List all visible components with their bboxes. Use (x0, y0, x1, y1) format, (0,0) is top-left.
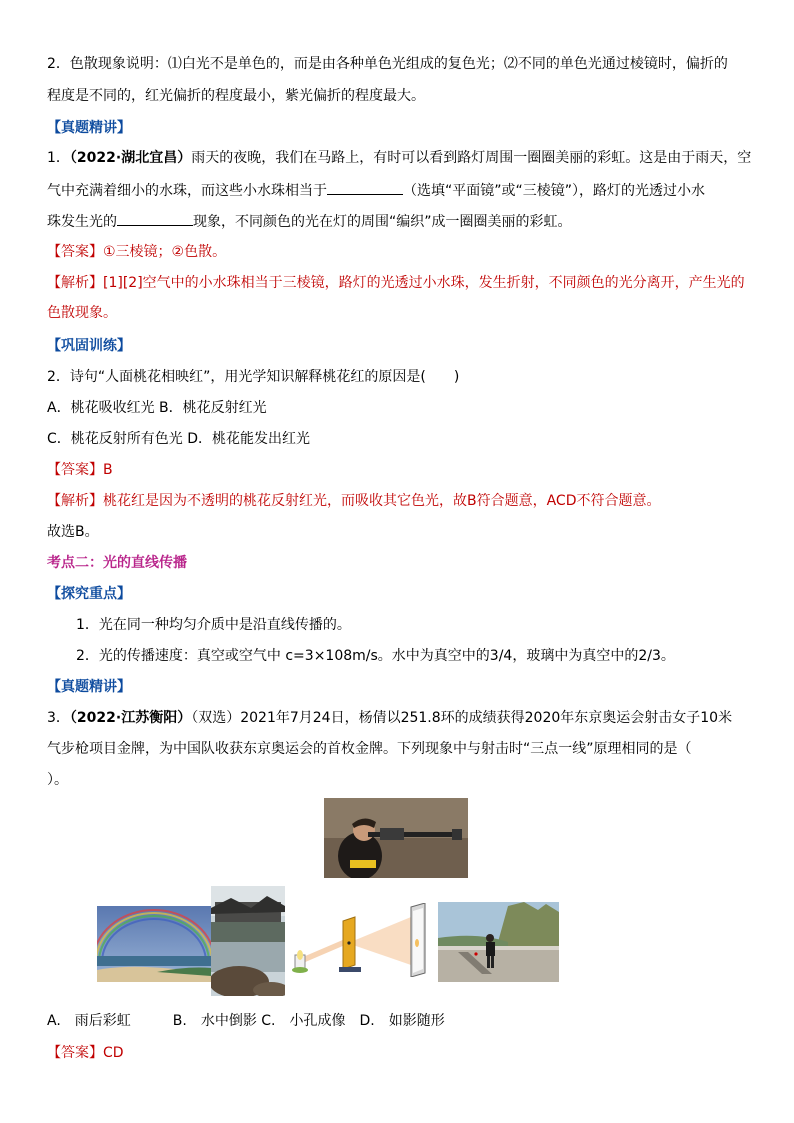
shadow-photo (438, 902, 559, 982)
answer-tag: 【答案】 (47, 1045, 103, 1061)
explanation-line-2: 色散现象。 (47, 305, 117, 321)
answer-line (47, 1043, 124, 1063)
answer-blank-2[interactable] (117, 211, 193, 226)
question-number: 3． (47, 710, 70, 726)
key-point-1: 1．光在同一种均匀介质中是沿直线传播的。 (76, 617, 351, 633)
question-3-line-3: ）。 (47, 772, 68, 788)
rainbow-photo (97, 906, 211, 982)
answer-text: ①三棱镜；②色散。 (103, 244, 227, 260)
section-header-practice: 【巩固训练】 (47, 338, 131, 354)
key-point-2: 2．光的传播速度：真空或空气中 c=3×108m/s。水中为真空中的3/4，玻璃中为真空中的2/3。 (76, 648, 675, 664)
question-2-choose: 故选B。 (47, 524, 99, 540)
answer-tag: 【答案】 (47, 462, 103, 478)
paragraph-dispersion-2: 程度是不同的，红光偏折的程度最小，紫光偏折的程度最大。 (47, 88, 425, 104)
section-header-key-points: 【探究重点】 (47, 586, 131, 602)
question-source: （2022·江苏衡阳） (69, 710, 192, 726)
question-2-stem: 2．诗句“人面桃花相映红”，用光学知识解释桃花红的原因是( ) (47, 369, 460, 385)
answer-line (47, 242, 226, 262)
explanation-tag: 【解析】 (47, 275, 103, 291)
question-1-line-3: 珠发生光的 现象，不同颜色的光在灯的周围“编织”成一圈圈美丽的彩虹。 (47, 211, 572, 232)
explanation-tag: 【解析】 (47, 493, 103, 509)
pinhole-camera-diagram (289, 903, 434, 977)
explanation-line-1: 【解析】[1][2]空气中的小水珠相当于三棱镜，路灯的光透过小水珠，发生折射，不同颜色的光分离开，产生光的 (47, 275, 745, 291)
answer-tag: 【答案】 (47, 244, 103, 260)
question-3-line-2: 气步枪项目金牌，为中国队收获东京奥运会的首枚金牌。下列现象中与射击时“三点一线”原理相同的是（ (47, 741, 692, 757)
section-header-real-exam: 【真题精讲】 (47, 679, 131, 695)
section-header-real-exam: 【真题精讲】 (47, 120, 131, 136)
explanation-line: 【解析】桃花红是因为不透明的桃花反射红光，而吸收其它色光，故B符合题意，ACD不符合题意。 (47, 493, 661, 509)
question-2-options-ab: A．桃花吸收红光 B．桃花反射红光 (47, 400, 267, 416)
question-1-line-1 (47, 148, 751, 168)
question-2-options-cd: C．桃花反射所有色光 D．桃花能发出红光 (47, 431, 311, 447)
paragraph-dispersion-1: 2．色散现象说明：⑴白光不是单色的，而是由各种单色光组成的复色光；⑵不同的单色光通过棱镜时，偏折的 (47, 56, 728, 72)
question-1-line-2: 气中充满着细小的水珠，而这些小水珠相当于 （选填“平面镜”或“三棱镜”），路灯的光透过小水 (47, 180, 705, 201)
shooter-photo (324, 798, 468, 878)
question-text: 雨天的夜晚，我们在马路上，有时可以看到路灯周围一圈圈美丽的彩虹。这是由于雨天，空 (191, 150, 752, 166)
question-3-line-1: 3．（2022·江苏衡阳）（双选）2021年7月24日，杨倩以251.8环的成绩获得2020年东京奥运会射击女子10米 (47, 710, 733, 726)
topic-title: 考点二：光的直线传播 (47, 555, 187, 571)
question-3-options: A. 雨后彩虹 B. 水中倒影 C. 小孔成像 D. 如影随形 (47, 1013, 445, 1029)
answer-blank-1[interactable] (327, 180, 403, 195)
answer-text: CD (103, 1045, 124, 1061)
answer-line (47, 460, 113, 480)
answer-text: B (103, 462, 113, 478)
question-source: （2022·湖北宜昌） (69, 150, 192, 166)
question-number: 1． (47, 150, 70, 166)
reflection-photo (211, 886, 285, 996)
